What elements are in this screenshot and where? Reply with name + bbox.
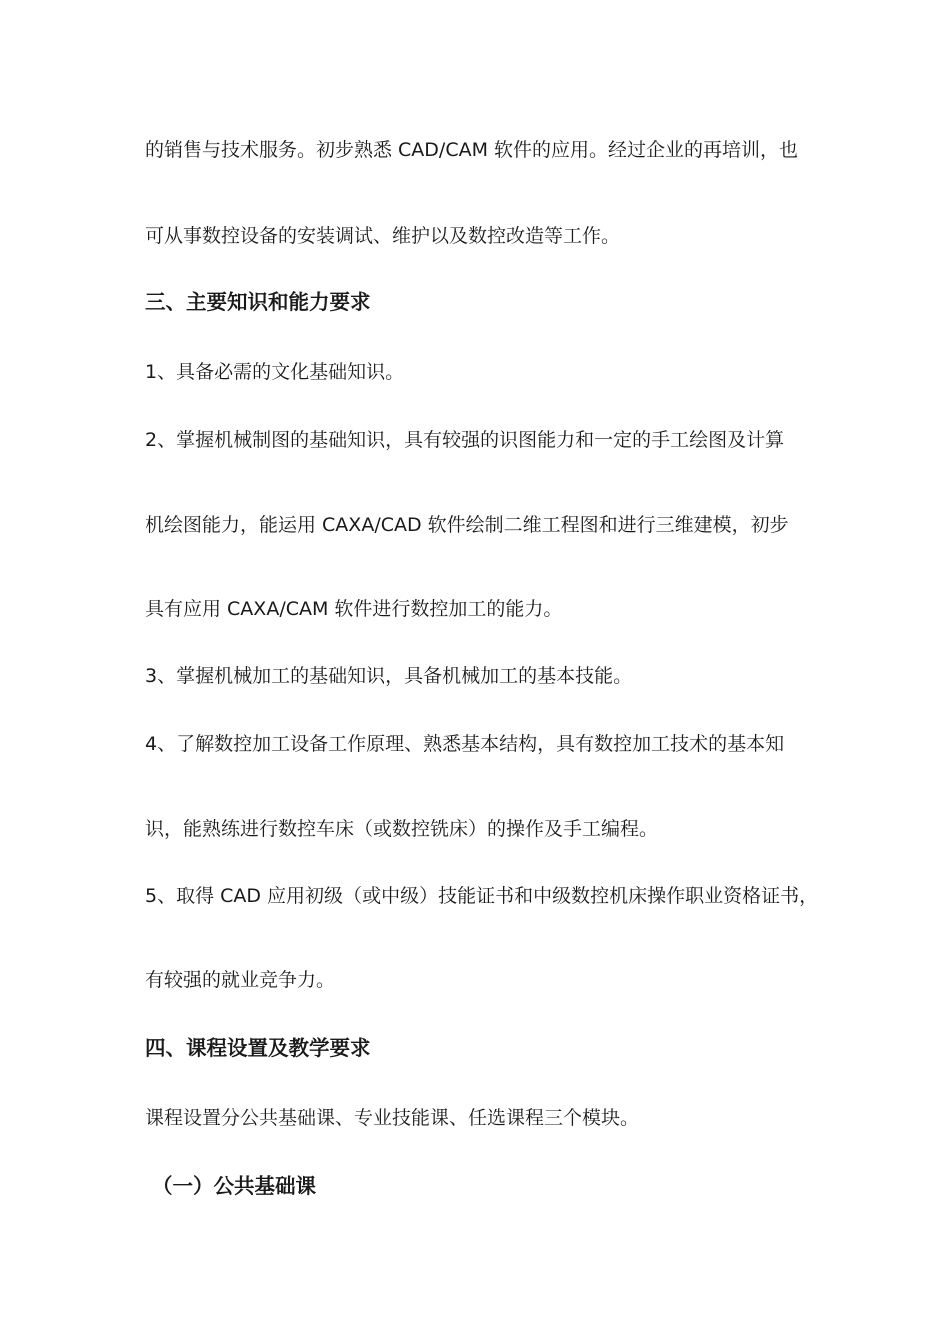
section-3-item-2-line-3: 具有应用 CAXA/CAM 软件进行数控加工的能力。: [145, 598, 563, 620]
section-4-subheading: （一）公共基础课: [152, 1174, 316, 1198]
section-3-item-5-line-1: 5、取得 CAD 应用初级（或中级）技能证书和中级数控机床操作职业资格证书，: [145, 885, 819, 907]
section-3-item-1: 1、具备必需的文化基础知识。: [145, 361, 405, 383]
section-4-heading: 四、课程设置及教学要求: [145, 1036, 371, 1060]
section-3-heading: 三、主要知识和能力要求: [145, 290, 371, 314]
section-3-item-4-line-2: 识，能熟练进行数控车床（或数控铣床）的操作及手工编程。: [145, 818, 659, 840]
intro-line-2: 可从事数控设备的安装调试、维护以及数控改造等工作。: [145, 225, 621, 247]
section-3-item-2-line-2: 机绘图能力，能运用 CAXA/CAD 软件绘制二维工程图和进行三维建模，初步: [145, 514, 789, 536]
section-4-intro: 课程设置分公共基础课、专业技能课、任选课程三个模块。: [145, 1107, 640, 1129]
section-3-item-3: 3、掌握机械加工的基础知识，具备机械加工的基本技能。: [145, 665, 633, 687]
intro-line-1: 的销售与技术服务。初步熟悉 CAD/CAM 软件的应用。经过企业的再培训，也: [145, 139, 799, 161]
section-3-item-2-line-1: 2、掌握机械制图的基础知识，具有较强的识图能力和一定的手工绘图及计算: [145, 429, 785, 451]
section-3-item-5-line-2: 有较强的就业竞争力。: [145, 969, 336, 991]
section-3-item-4-line-1: 4、了解数控加工设备工作原理、熟悉基本结构，具有数控加工技术的基本知: [145, 733, 785, 755]
